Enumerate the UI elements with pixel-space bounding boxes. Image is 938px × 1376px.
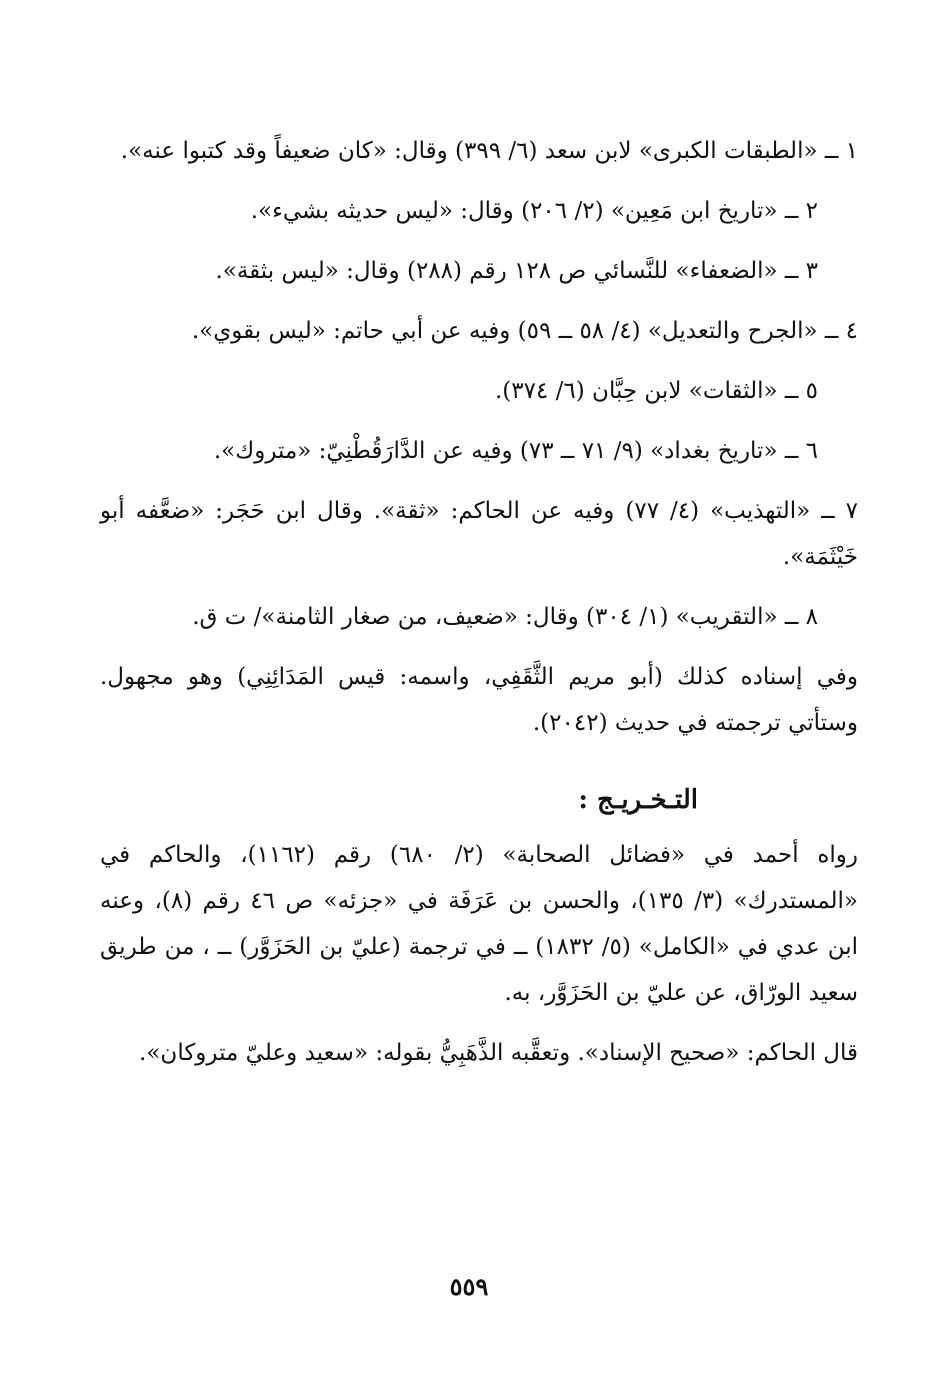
- isnad-note: وفي إسناده كذلك (أبو مريم الثَّقَفِي، واسمه: قيس المَدَائِنِي) وهو مجهول. وستأتي ترجمته في حديث (٢٠٤٢).: [100, 664, 858, 736]
- takhrij-heading: التـخـريـج :: [578, 785, 698, 815]
- reference-entry-7: ٧ ــ «التهذيب» (٤/ ٧٧) وفيه عن الحاكم: «ثقة». وقال ابن حَجَر: «ضعَّفه أبو خَيْثَمَة».: [100, 498, 858, 570]
- reference-entry-5: ٥ ــ «الثقات» لابن حِبَّان (٦/ ٣٧٤).: [494, 378, 818, 404]
- reference-entry-6: ٦ ــ «تاريخ بغداد» (٩/ ٧١ ــ ٧٣) وفيه عن الدَّارَقُطْنِيّ: «متروك».: [213, 438, 818, 464]
- takhrij-paragraph: رواه أحمد في «فضائل الصحابة» (٢/ ٦٨٠) رقم (١١٦٢)، والحاكم في «المستدرك» (٣/ ١٣٥)، والحسن بن عَرَفَة في «جزئه» ص ٤٦ رقم (٨)، وعنه ابن عدي في «الكامل» (٥/ ١٨٣٢) ــ في ترجمة (عليّ بن الحَزَوَّر) ــ ، من طريق سعيد الورّاق، عن عليّ بن الحَزَوَّر، به.: [100, 842, 858, 1006]
- reference-entry-8: ٨ ــ «التقريب» (١/ ٣٠٤) وقال: «ضعيف، من صغار الثامنة»/ ت ق.: [192, 604, 818, 630]
- page-number: ٥٥٩: [449, 1272, 489, 1301]
- reference-entry-4: ٤ ــ «الجرح والتعديل» (٤/ ٥٨ ــ ٥٩) وفيه عن أبي حاتم: «ليس بقوي».: [191, 318, 858, 344]
- reference-entry-1: ١ ــ «الطبقات الكبرى» لابن سعد (٦/ ٣٩٩) وقال: «كان ضعيفاً وقد كتبوا عنه».: [120, 138, 858, 164]
- reference-entry-2: ٢ ــ «تاريخ ابن مَعِين» (٢/ ٢٠٦) وقال: «ليس حديثه بشيء».: [250, 198, 818, 224]
- reference-entry-3: ٣ ــ «الضعفاء» للنَّسائي ص ١٢٨ رقم (٢٨٨) وقال: «ليس بثقة».: [215, 258, 818, 284]
- hakim-verdict: قال الحاكم: «صحيح الإسناد». وتعقَّبه الذَّهَبِيُّ بقوله: «سعيد وعليّ متروكان».: [139, 1040, 858, 1066]
- page-content: [100, 128, 858, 1090]
